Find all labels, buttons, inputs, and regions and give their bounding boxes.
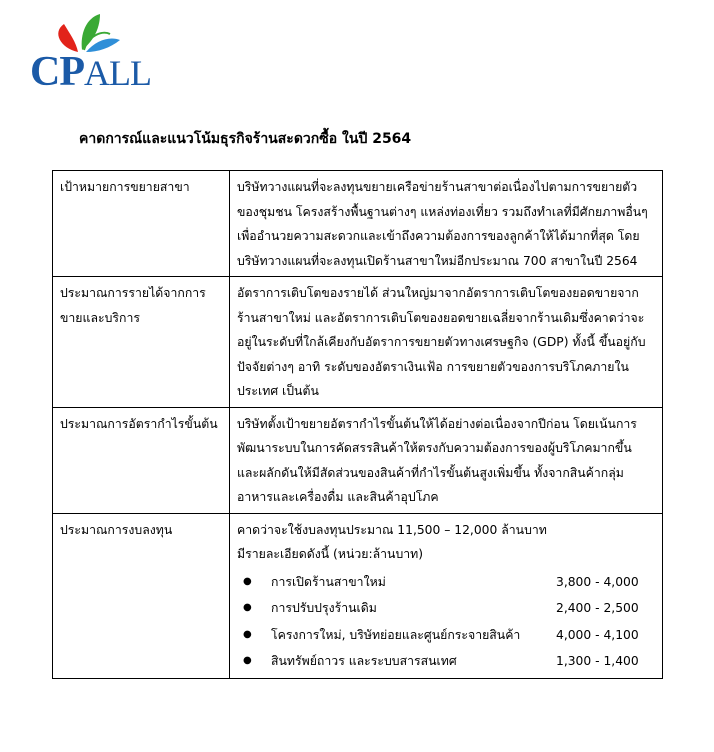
table-row (53, 513, 663, 678)
forecast-table (52, 170, 663, 679)
bullet-icon: ● (243, 575, 252, 587)
row-label: ประมาณการงบลงทุน (53, 513, 230, 678)
page-title: คาดการณ์และแนวโน้มธุรกิจร้านสะดวกซื้อ ในปี 2564 (79, 131, 412, 147)
bullet-icon: ● (243, 628, 252, 640)
bullet-icon: ● (243, 655, 252, 666)
row-label: เป้าหมายการขยายสาขา (53, 171, 230, 277)
row-text: บริษัทวางแผนที่จะลงทุนขยายเครือข่ายร้านสาขาต่อเนื่องไปตามการขยายตัวของชุมชน โครงสร้างพื้นฐานต่างๆ แหล่งท่องเที่ยว รวมถึงทำเลที่มีศักยภาพอื่นๆ เพื่ออำนวยความสะดวกและเข้าถึงความต้องการของลูกค้าให้ได้มากที่สุด โดยบริษัทวางแผนที่จะลงทุนเปิดร้านสาขาใหม่อีกประมาณ 700 สาขาในปี 2564 (230, 171, 663, 277)
row-label: ประมาณการอัตรากำไรขั้นต้น (53, 407, 230, 513)
table-row (53, 407, 663, 513)
table-row (53, 277, 663, 408)
investment-detail (230, 513, 663, 678)
table-row (53, 171, 663, 277)
investment-line: คาดว่าจะใช้งบลงทุนประมาณ 11,500 – 12,000 ล้านบาท (237, 522, 547, 537)
row-text: อัตราการเติบโตของรายได้ ส่วนใหญ่มาจากอัตราการเติบโตของยอดขายจากร้านสาขาใหม่ และอัตราการเติบโตของยอดขายเฉลี่ยจากร้านเดิมซึ่งคาดว่าจะอยู่ในระดับที่ใกล้เคียงกับอัตราการขยายตัวทางเศรษฐกิจ (GDP) ทั้งนี้ ขึ้นอยู่กับปัจจัยต่างๆ อาทิ ระดับของอัตราเงินเฟ้อ การขยายตัวของการบริโภคภายในประเทศ เป็นต้น (230, 277, 663, 408)
row-label: ประมาณการรายได้จากการขายและบริการ (53, 277, 230, 408)
list-item: ● โครงการใหม่, บริษัทย่อยและศูนย์กระจายสินค้า 4,000 - 4,100 (237, 622, 656, 649)
investment-line: มีรายละเอียดดังนี้ (หน่วย:ล้านบาท) (237, 547, 424, 561)
list-item: ● การปรับปรุงร้านเดิม 2,400 - 2,500 (237, 595, 656, 622)
list-item: ● สินทรัพย์ถาวร และระบบสารสนเทศ 1,300 - 1,400 (237, 648, 656, 675)
list-item: ● การเปิดร้านสาขาใหม่ 3,800 - 4,000 (237, 569, 656, 596)
investment-list (237, 569, 656, 675)
row-text: บริษัทตั้งเป้าขยายอัตรากำไรขั้นต้นให้ได้อย่างต่อเนื่องจากปีก่อน โดยเน้นการพัฒนาระบบในการคัดสรรสินค้าให้ตรงกับความต้องการของผู้บริโภคมากขึ้น และผลักดันให้มีสัดส่วนของสินค้าที่กำไรขั้นต้นสูงเพิ่มขึ้น ทั้งจากสินค้ากลุ่มอาหารและเครื่องดื่ม และสินค้าอุปโภค (230, 407, 663, 513)
cpall-logo (30, 10, 151, 95)
bullet-icon: ● (243, 602, 252, 613)
logo-wordmark: CPALL (30, 49, 151, 95)
